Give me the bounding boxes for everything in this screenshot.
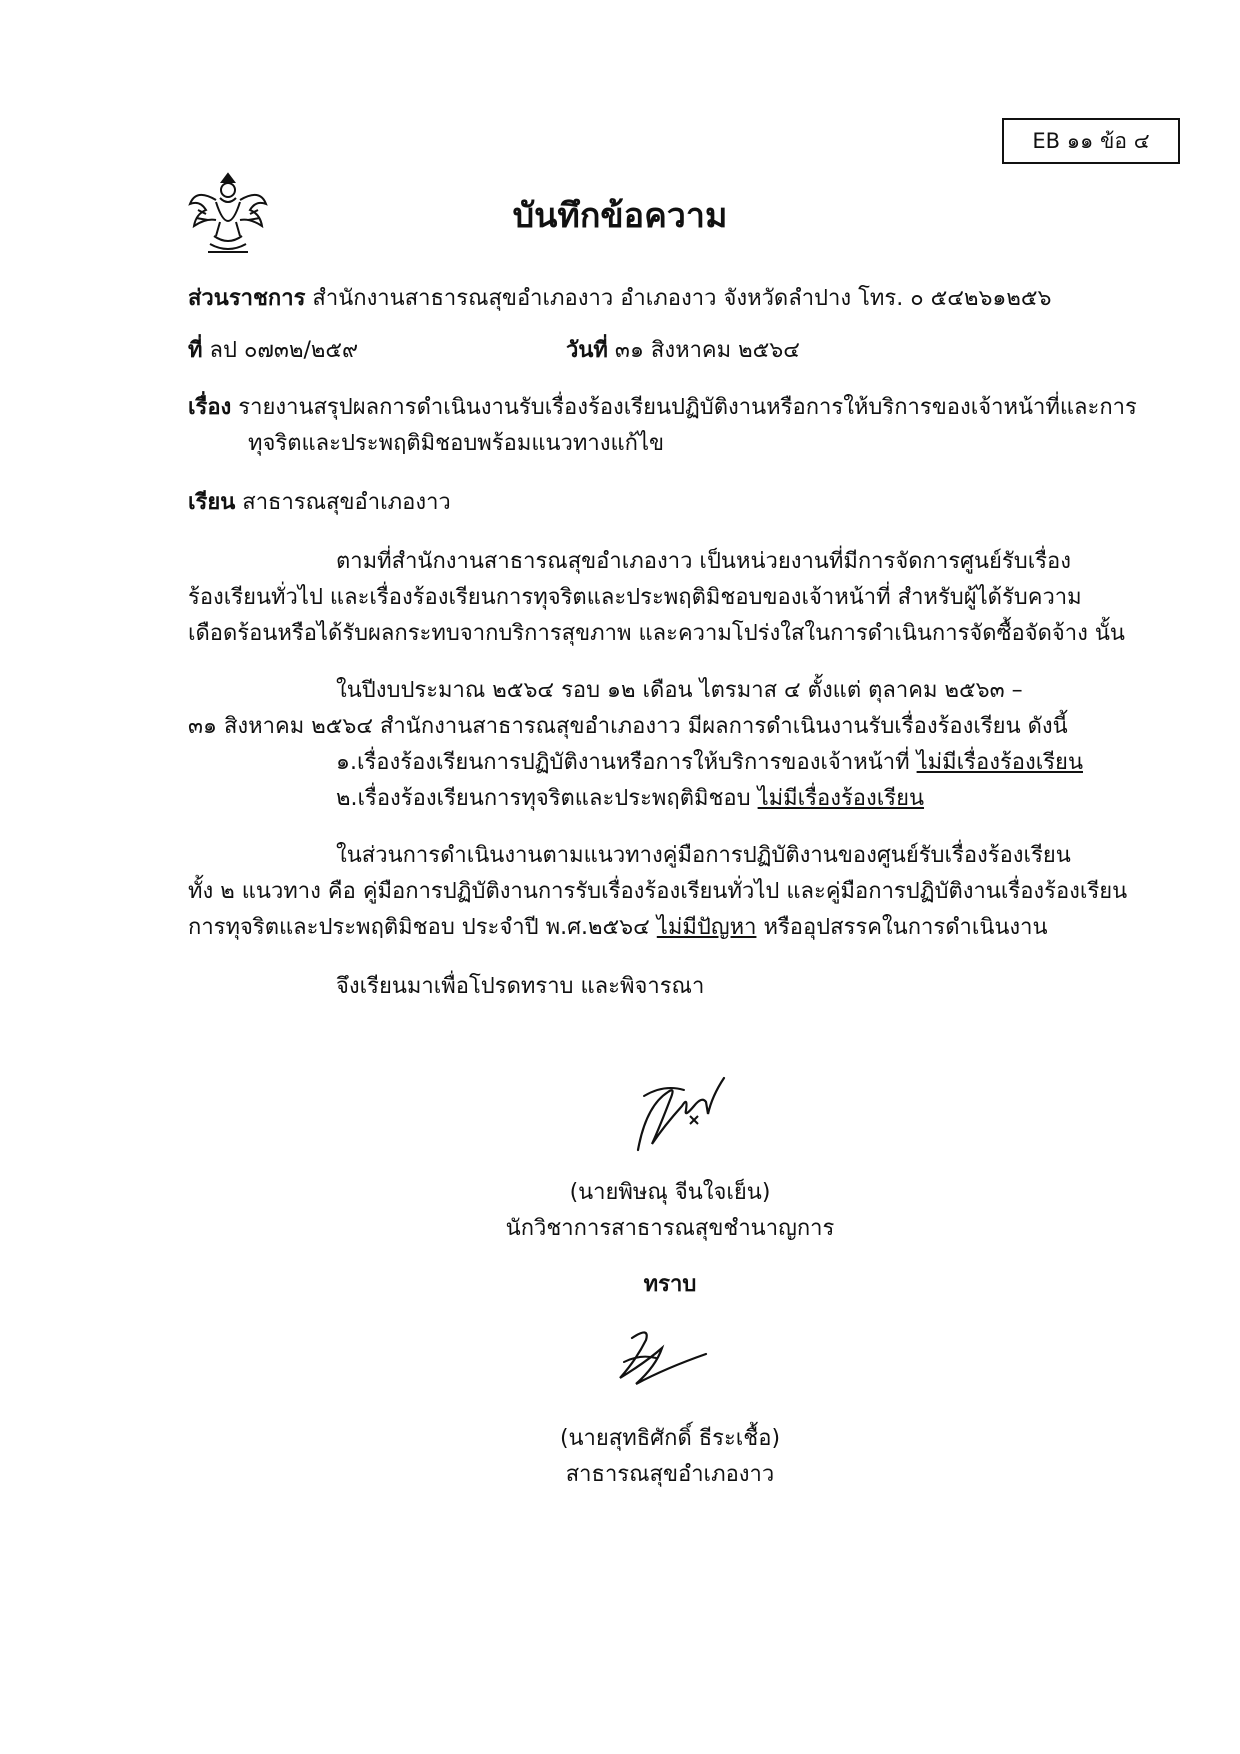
document-title: บันทึกข้อความ [512,196,728,236]
subject-text-1: รายงานสรุปผลการดำเนินงานรับเรื่องร้องเรียนปฏิบัติงานหรือการให้บริการของเจ้าหน้าที่และการ [238,395,1137,420]
result-item-2-value: ไม่มีเรื่องร้องเรียน [757,786,925,811]
salutation-line [188,488,451,518]
paragraph-3-line-1: ในส่วนการดำเนินงานตามแนวทางคู่มือการปฏิบัติงานของศูนย์รับเรื่องร้องเรียน [336,843,1071,868]
result-item-1-value: ไม่มีเรื่องร้องเรียน [916,750,1083,775]
salutation-value: สาธารณสุขอำเภองาว [242,490,451,515]
paragraph-3-line-2: ทั้ง ๒ แนวทาง คือ คู่มือการปฏิบัติงานการรับเรื่องร้องเรียนทั่วไป และคู่มือการปฏิบัติงานเรื่องร้องเรียน [188,879,1128,904]
agency-line [188,284,1052,314]
paragraph-1-line-3: เดือดร้อนหรือได้รับผลกระทบจากบริการสุขภาพ และความโปร่งใสในการดำเนินการจัดซื้อจัดจ้าง นั้น [188,621,1125,646]
subject-line-2: ทุจริตและประพฤติมิชอบพร้อมแนวทางแก้ไข [248,431,665,456]
date-label: วันที่ [566,338,608,363]
paragraph-2-line-1: ในปีงบประมาณ ๒๕๖๔ รอบ ๑๒ เดือน ไตรมาส ๔ ตั้งแต่ ตุลาคม ๒๕๖๓ – [336,678,1023,703]
result-item-2-text: ๒.เรื่องร้องเรียนการทุจริตและประพฤติมิชอบ [336,786,751,811]
salutation-label: เรียน [188,490,236,515]
signer-1-name: (นายพิษณุ จีนใจเย็น) [569,1180,771,1205]
ref-no-value: ลป ๐๗๓๒/๒๕๙ [209,338,359,363]
result-item-2 [336,784,924,814]
signature-1-icon [624,1066,734,1156]
paragraph-3-text-b: หรืออุปสรรคในการดำเนินงาน [763,915,1048,940]
reference-number-line [188,336,358,366]
result-item-1 [336,748,1083,778]
paragraph-3-emphasis: ไม่มีปัญหา [656,915,757,940]
paragraph-1-line-1: ตามที่สำนักงานสาธารณสุขอำเภองาว เป็นหน่วยงานที่มีการจัดการศูนย์รับเรื่อง [336,549,1071,574]
signer-2-position: สาธารณสุขอำเภองาว [565,1462,775,1487]
result-item-1-text: ๑.เรื่องร้องเรียนการปฏิบัติงานหรือการให้บริการของเจ้าหน้าที่ [336,750,910,775]
ref-no-label: ที่ [188,338,203,363]
subject-label: เรื่อง [188,395,232,420]
paragraph-3-line-3 [188,913,1048,943]
date-line [566,336,800,366]
paragraph-2-line-2: ๓๑ สิงหาคม ๒๕๖๔ สำนักงานสาธารณสุขอำเภองาว มีผลการดำเนินงานรับเรื่องร้องเรียน ดังนี้ [188,714,1068,739]
date-value: ๓๑ สิงหาคม ๒๕๖๔ [614,338,800,363]
signature-2-icon [606,1318,716,1398]
paragraph-3-text-a: การทุจริตและประพฤติมิชอบ ประจำปี พ.ศ.๒๕๖๔ [188,915,650,940]
paragraph-1-line-2: ร้องเรียนทั่วไป และเรื่องร้องเรียนการทุจริตและประพฤติมิชอบของเจ้าหน้าที่ สำหรับผู้ได้รับความ [188,585,1082,610]
agency-label: ส่วนราชการ [188,286,306,311]
signer-1-position: นักวิชาการสาธารณสุขชำนาญการ [505,1216,835,1241]
closing-line: จึงเรียนมาเพื่อโปรดทราบ และพิจารณา [336,974,705,999]
agency-value: สำนักงานสาธารณสุขอำเภองาว อำเภองาว จังหวัดลำปาง โทร. ๐ ๕๔๒๖๑๒๕๖ [312,286,1052,311]
reference-code-box: EB ๑๑ ข้อ ๔ [1002,118,1180,164]
signer-2-name: (นายสุทธิศักดิ์ ธีระเชื้อ) [559,1426,781,1451]
subject-line-1 [188,393,1137,423]
acknowledge-label: ทราบ [643,1272,697,1297]
